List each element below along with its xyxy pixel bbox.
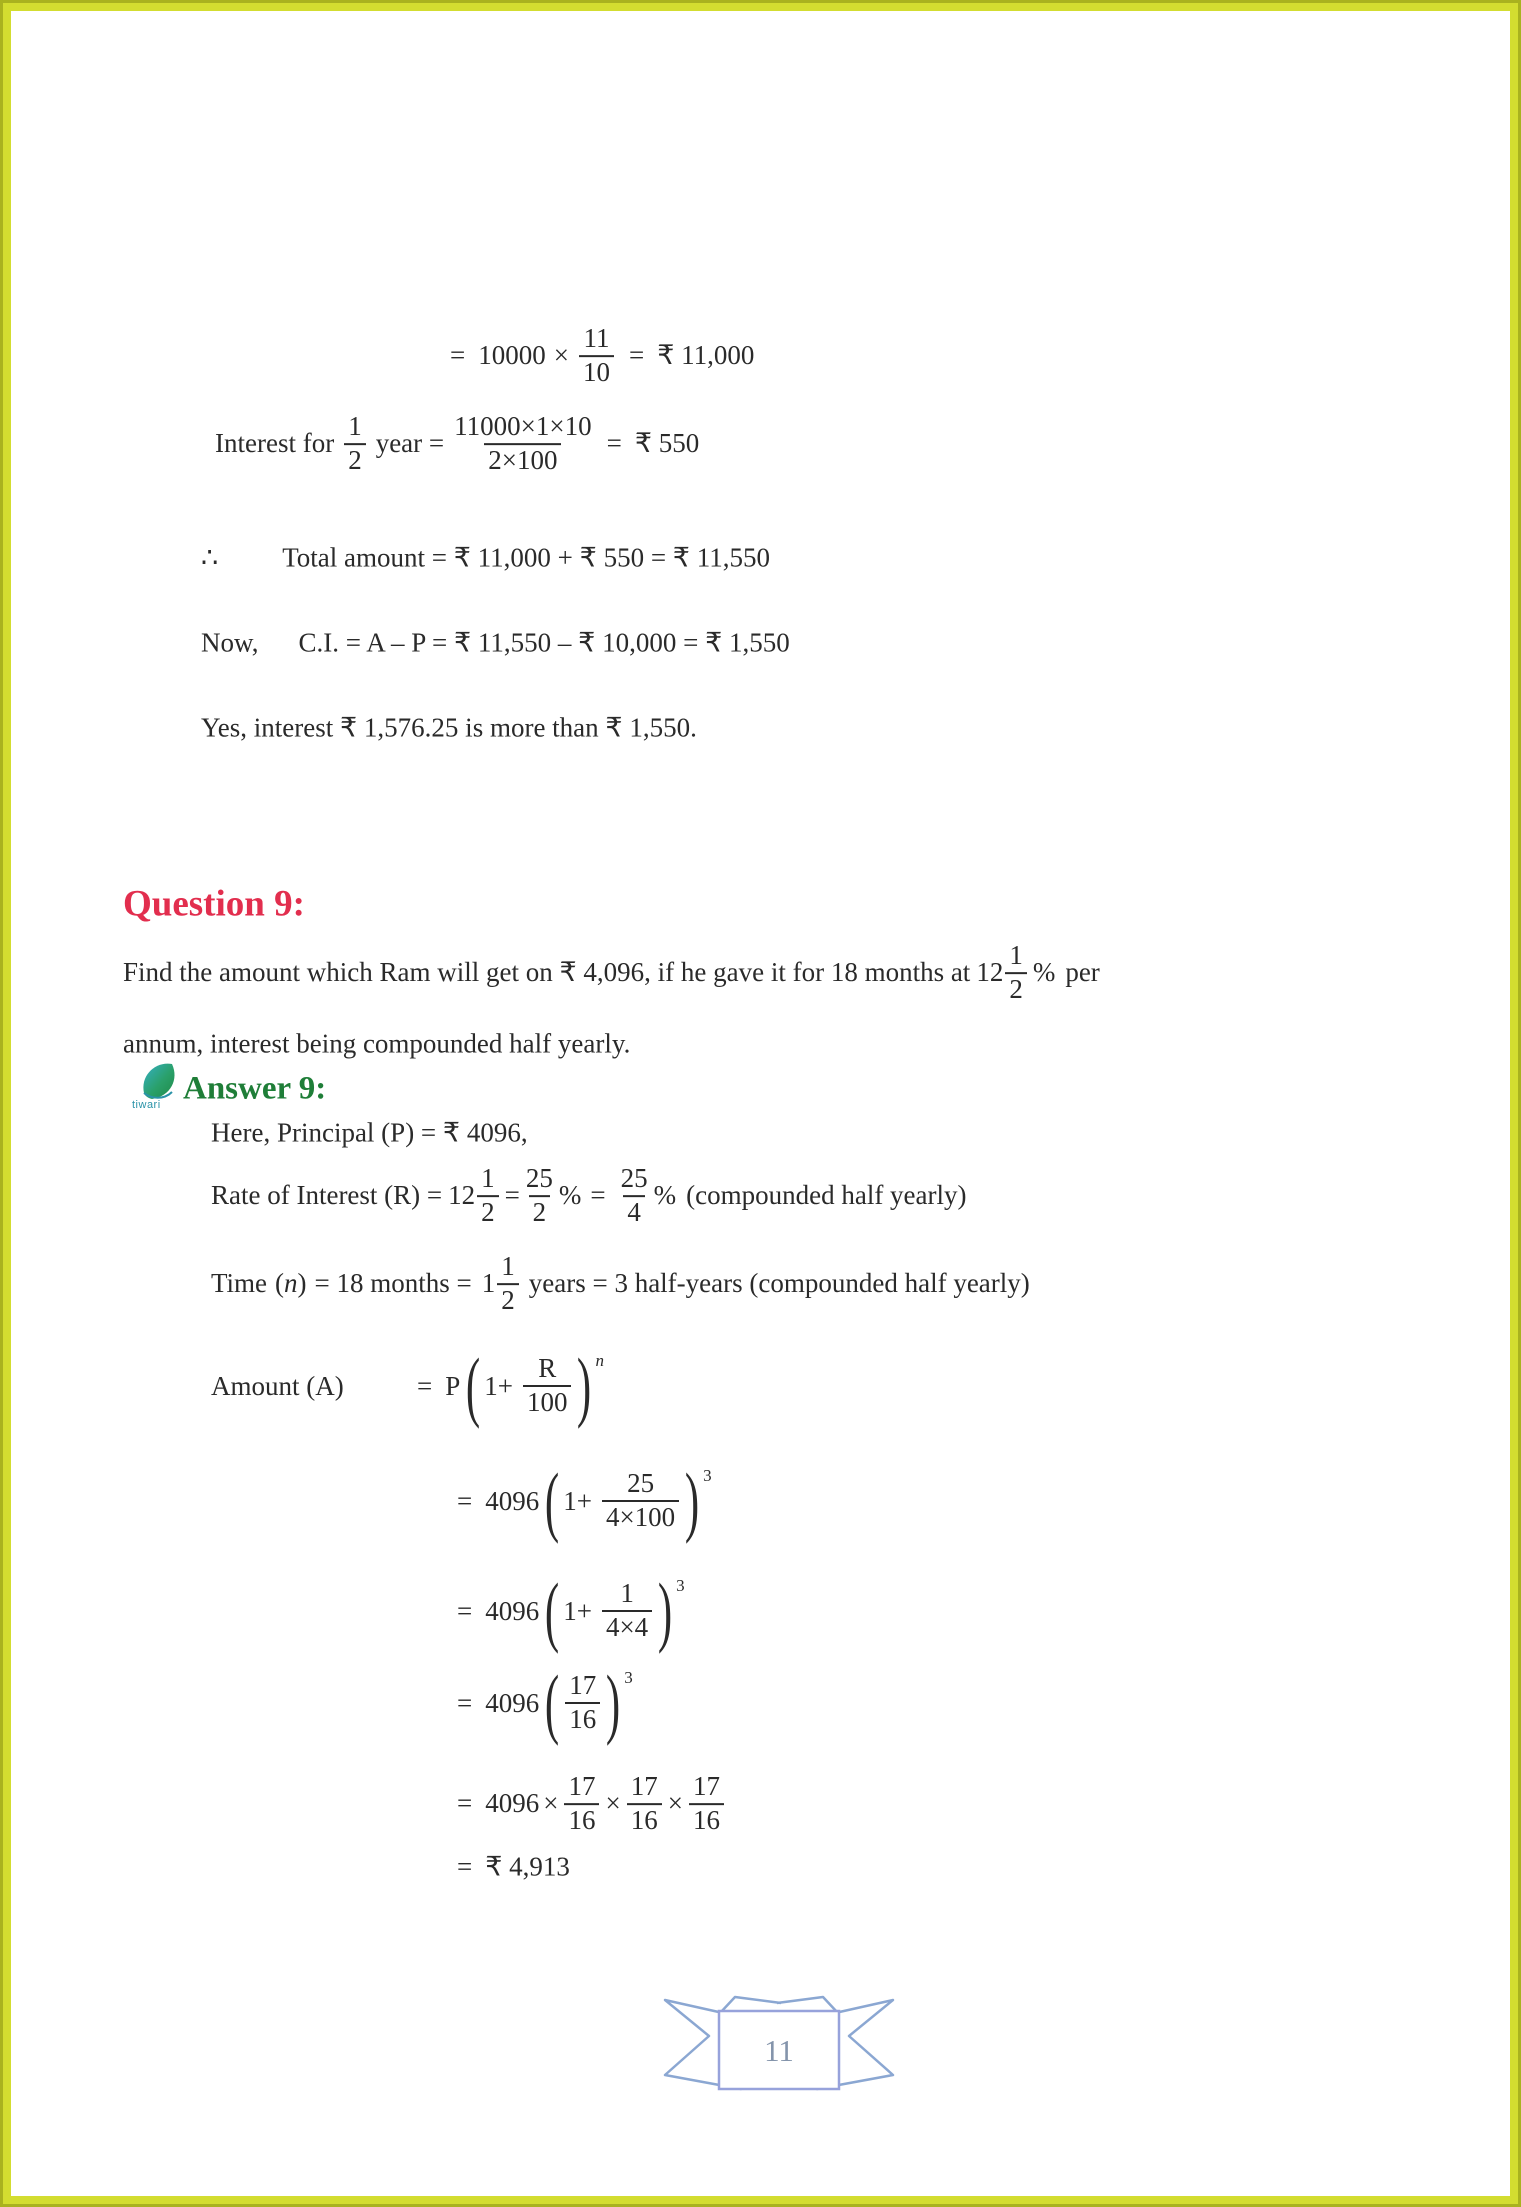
time-line: [211, 1251, 1034, 1317]
fraction-17-16: 17 16: [565, 1670, 600, 1736]
fraction-1-2: $\frac{1}{2}$: [477, 1163, 499, 1229]
time-text: years = 3 half-years (compounded half yearly): [528, 1268, 1030, 1299]
percent-sign: %: [653, 1180, 677, 1211]
rate-whole: 12: [448, 1180, 476, 1211]
one-plus: 1+: [563, 1595, 592, 1626]
fraction-25-4: $\frac{25}{4}$: [620, 1163, 648, 1227]
rate-whole: 12: [976, 957, 1004, 988]
exponent: n: [595, 1351, 604, 1370]
label: Time: [211, 1268, 268, 1299]
equals-sign: =: [504, 1180, 520, 1211]
fraction-17-16: $\frac{17}{16}$: [689, 1771, 724, 1837]
final-result-line: [448, 1852, 574, 1883]
exponent: 3: [703, 1466, 712, 1485]
multiply-sign: ×: [543, 1788, 559, 1819]
coefficient: 4096: [485, 1788, 540, 1819]
fraction-25-400: $\frac{25}{4\times 100}$: [602, 1468, 679, 1534]
document-page: [11, 11, 1510, 2196]
amount-formula-line: [211, 1342, 606, 1429]
conclusion-line: [201, 713, 697, 744]
question-text: per: [1065, 957, 1100, 988]
coefficient: 4096: [485, 1687, 540, 1718]
label: Interest for: [215, 428, 335, 459]
equals-sign: =: [457, 1687, 473, 1718]
answer-heading: Answer 9:: [183, 1070, 327, 1107]
variable-n: n: [284, 1268, 298, 1299]
fraction-interest: $\frac{11000\times 1\times 10}{2\times 100}$: [454, 411, 592, 475]
therefore-symbol: ∴: [201, 542, 219, 573]
fraction-1-2: 1 2: [1005, 940, 1027, 1006]
time-whole: 1: [481, 1268, 496, 1299]
step-line-3: [448, 1659, 635, 1746]
parenthesized-expression: ( 17 16 ) 3: [545, 1659, 633, 1746]
question-text-line2: annum, interest being compounded half yearly.: [123, 1028, 631, 1059]
coefficient: 4096: [485, 1595, 540, 1626]
percent-sign: %: [558, 1180, 582, 1211]
equals-sign: =: [606, 428, 622, 459]
now-label: Now,: [201, 627, 259, 658]
question-text-line1: [123, 940, 1104, 1006]
parenthesized-expression: ( 1+ $\frac{25}{4\times 100}$ ) 3: [545, 1457, 712, 1544]
fraction-1-16: $\frac{1}{4\times 4}$: [602, 1578, 652, 1644]
fraction-17-16: $\frac{17}{16}$: [564, 1771, 599, 1837]
one-plus: 1+: [563, 1485, 592, 1516]
equals-sign: =: [590, 1180, 606, 1211]
label: Amount (A): [211, 1370, 344, 1401]
total-amount-line: [201, 543, 770, 574]
question-heading: Question 9:: [123, 883, 305, 925]
conclusion-text: Yes, interest ₹ 1,576.25 is more than ₹ 1,550.: [201, 712, 697, 743]
label: Rate of Interest (R) =: [211, 1180, 443, 1211]
page-number: 11: [764, 2033, 794, 2068]
compound-interest-text: C.I. = A – P = ₹ 11,550 – ₹ 10,000 = ₹ 1,550: [298, 627, 790, 658]
paren-open: (: [275, 1268, 285, 1299]
step-line-2: [448, 1567, 687, 1654]
tiwari-academy-logo: [131, 1057, 183, 1113]
formula-line-amount-10000: [441, 323, 758, 389]
one-plus: 1+: [484, 1370, 513, 1401]
fraction-11-10: $\frac{11}{10}$: [579, 323, 614, 389]
equals-sign: =: [457, 1788, 473, 1819]
principal-symbol: P: [445, 1370, 461, 1401]
parenthesized-expression: ( 1+ $\frac{R}{100}$ ) n: [466, 1342, 604, 1429]
result-value: ₹ 4,913: [485, 1851, 570, 1882]
equals-sign: =: [457, 1485, 473, 1516]
paren-close: ): [297, 1268, 307, 1299]
compound-interest-line: [201, 628, 790, 659]
exponent: 3: [624, 1668, 633, 1687]
principal-line: Here, Principal (P) = ₹ 4096,: [211, 1117, 528, 1148]
fraction-1-2: 1 2: [497, 1251, 519, 1317]
multiply-sign: ×: [553, 340, 569, 371]
fraction-17-16: $\frac{17}{16}$: [627, 1771, 662, 1837]
note: (compounded half yearly): [686, 1180, 967, 1211]
fraction-R-100: $\frac{R}{100}$: [523, 1353, 572, 1419]
total-amount-text: Total amount = ₹ 11,000 + ₹ 550 = ₹ 11,550: [282, 542, 770, 573]
rate-of-interest-line: [211, 1163, 971, 1229]
percent-sign: %: [1032, 957, 1056, 988]
exponent: 3: [676, 1576, 685, 1595]
fraction-1-2: 1 2: [344, 411, 366, 477]
coefficient: 4096: [485, 1485, 540, 1516]
multiply-sign: ×: [605, 1788, 621, 1819]
page-number-ribbon: [609, 1983, 949, 2101]
parenthesized-expression: ( 1+ $\frac{1}{4\times 4}$ ) 3: [545, 1567, 685, 1654]
formula-line-interest-half-year: [211, 411, 703, 477]
step-line-4: [448, 1771, 730, 1837]
equals-sign: =: [457, 1851, 473, 1882]
value: 10000: [478, 340, 546, 371]
result-value: ₹ 11,000: [657, 340, 755, 371]
equals-sign: =: [417, 1370, 433, 1401]
equals-sign: =: [457, 1595, 473, 1626]
fraction-25-2: $\frac{25}{2}$: [525, 1163, 553, 1227]
multiply-sign: ×: [667, 1788, 683, 1819]
step-line-1: [448, 1457, 714, 1544]
time-text: = 18 months =: [314, 1268, 472, 1299]
label: year =: [375, 428, 445, 459]
equals-sign: =: [450, 340, 466, 371]
equals-sign: =: [628, 340, 645, 371]
logo-text: tiwari: [132, 1099, 161, 1111]
result-value: ₹ 550: [634, 428, 700, 459]
question-text: Find the amount which Ram will get on ₹ 4,096, if he gave it for 18 months at: [123, 957, 971, 988]
